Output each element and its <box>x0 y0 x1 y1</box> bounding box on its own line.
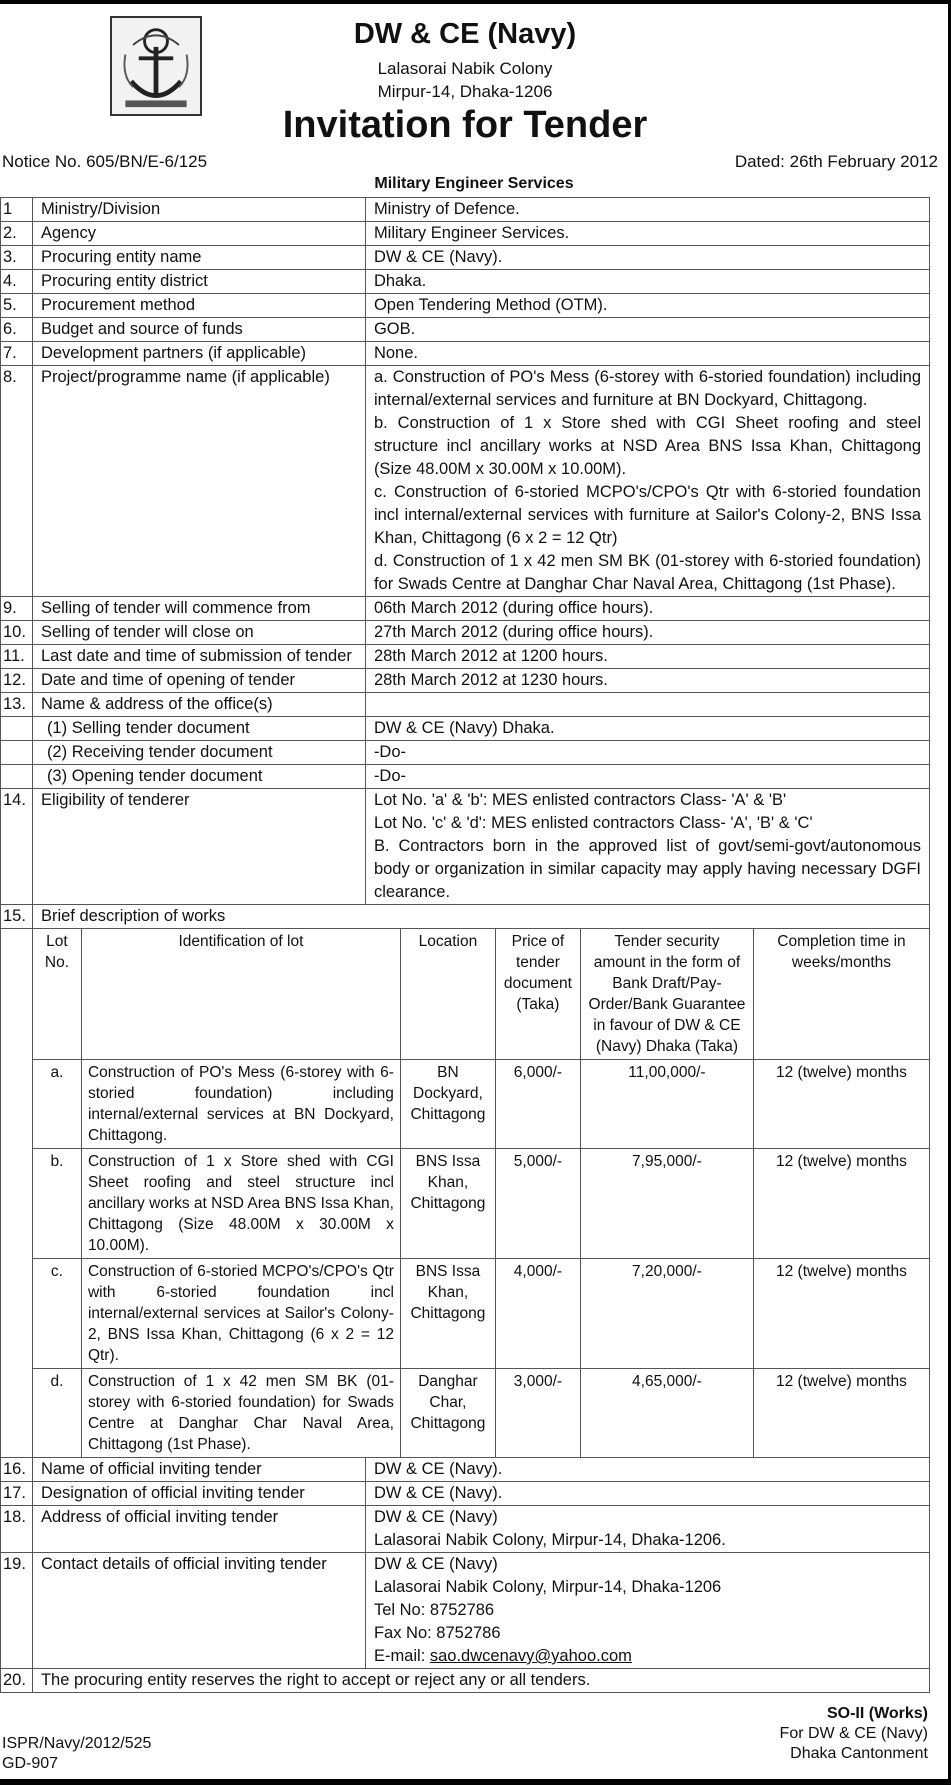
table-row <box>1 342 930 366</box>
anchor-icon <box>112 18 200 114</box>
column-header: Lot No. <box>33 929 82 1060</box>
row-label: Ministry/Division <box>32 198 365 222</box>
page-title: Invitation for Tender <box>282 104 648 146</box>
project-item: a. Construction of PO's Mess (6-storey with 6-storied foundation) including internal/external services and furniture at BN Dockyard, Chittagong. <box>373 368 921 409</box>
row-label: (2) Receiving tender document <box>32 741 365 765</box>
row-label: (1) Selling tender document <box>32 717 365 741</box>
table-row <box>1 669 930 693</box>
row-label: Procuring entity district <box>32 270 365 294</box>
eligibility-line: Lot No. 'c' & 'd': MES enlisted contractors Class- 'A', 'B' & 'C' <box>373 814 813 832</box>
project-item: c. Construction of 6-storied MCPO's/CPO's Qtr with 6-storied foundation incl internal/external services with furniture at Sailor's Colony-2, BNS Issa Khan, Chittagong (6 x 2 = 12 Qtr) <box>373 483 921 547</box>
row-value: Open Tendering Method (OTM). <box>365 294 929 318</box>
row-value <box>365 789 929 905</box>
table-row <box>1 294 930 318</box>
row-value: None. <box>365 342 929 366</box>
row-label: Designation of official inviting tender <box>32 1482 365 1506</box>
row-value: Military Engineer Services. <box>365 222 929 246</box>
lot-completion: 12 (twelve) months <box>753 1149 929 1259</box>
table-row <box>1 246 930 270</box>
row-label: Procuring entity name <box>32 246 365 270</box>
section-subtitle: Military Engineer Services <box>374 175 574 192</box>
lot-security: 11,00,000/- <box>580 1060 753 1149</box>
lot-price: 6,000/- <box>495 1060 580 1149</box>
address-line: DW & CE (Navy) <box>373 1508 498 1526</box>
table-row <box>1 318 930 342</box>
table-row <box>33 1369 929 1458</box>
row-number: 11. <box>1 645 33 669</box>
row-number: 12. <box>1 669 33 693</box>
column-header: Identification of lot <box>81 929 400 1060</box>
project-item: d. Construction of 1 x 42 men SM BK (01-storey with 6-storied foundation) for Swads Centre at Danghar Char Naval Area, Chittagong (1st Phase). <box>373 552 921 593</box>
signature-block <box>780 1704 928 1764</box>
lot-price: 4,000/- <box>495 1259 580 1369</box>
signatory-location: Dhaka Cantonment <box>790 1745 928 1762</box>
lot-location: Danghar Char, Chittagong <box>400 1369 495 1458</box>
lot-completion: 12 (twelve) months <box>753 1060 929 1149</box>
row-value: -Do- <box>365 765 929 789</box>
row-value: DW & CE (Navy). <box>365 1482 929 1506</box>
row-value: DW & CE (Navy). <box>365 246 929 270</box>
column-header: Tender security amount in the form of Bank Draft/Pay-Order/Bank Guarantee in favour of DW & CE (Navy) Dhaka (Taka) <box>580 929 753 1060</box>
lot-location: BNS Issa Khan, Chittagong <box>400 1149 495 1259</box>
table-row <box>1 621 930 645</box>
row-value: The procuring entity reserves the right to accept or reject any or all tenders. <box>32 1669 929 1693</box>
row-number: 9. <box>1 597 33 621</box>
row-label: Project/programme name (if applicable) <box>32 366 365 597</box>
row-value: Dhaka. <box>365 270 929 294</box>
row-value: 27th March 2012 (during office hours). <box>365 621 929 645</box>
row-number: 18. <box>1 1506 33 1553</box>
lot-security: 4,65,000/- <box>580 1369 753 1458</box>
notice-date: Dated: 26th February 2012 <box>734 152 938 171</box>
contact-line: Lalasorai Nabik Colony, Mirpur-14, Dhaka-1206 <box>373 1578 722 1596</box>
row-value <box>365 1506 929 1553</box>
table-row <box>1 717 930 741</box>
lot-number: b. <box>33 1149 82 1259</box>
table-row <box>1 1506 930 1553</box>
footer-references <box>2 1734 151 1774</box>
column-header: Completion time in weeks/months <box>753 929 929 1060</box>
lot-location: BNS Issa Khan, Chittagong <box>400 1259 495 1369</box>
row-label: Development partners (if applicable) <box>32 342 365 366</box>
row-label: Address of official inviting tender <box>32 1506 365 1553</box>
row-value: 06th March 2012 (during office hours). <box>365 597 929 621</box>
notice-row <box>2 152 938 172</box>
row-number: 14. <box>1 789 33 905</box>
address-line: Lalasorai Nabik Colony, Mirpur-14, Dhaka-1206. <box>373 1531 726 1549</box>
contact-phone: Tel No: 8752786 <box>373 1601 495 1619</box>
row-label: (3) Opening tender document <box>32 765 365 789</box>
row-label: Name of official inviting tender <box>32 1458 365 1482</box>
row-number: 4. <box>1 270 33 294</box>
row-label: Selling of tender will close on <box>32 621 365 645</box>
notice-header <box>0 4 948 146</box>
row-number: 17. <box>1 1482 33 1506</box>
column-header: Location <box>400 929 495 1060</box>
table-row <box>1 645 930 669</box>
works-title-row <box>1 905 930 929</box>
row-label: Contact details of official inviting tender <box>32 1553 365 1669</box>
lot-completion: 12 (twelve) months <box>753 1369 929 1458</box>
contact-row <box>1 1553 930 1669</box>
project-row <box>1 366 930 597</box>
row-value: -Do- <box>365 741 929 765</box>
row-value: GOB. <box>365 318 929 342</box>
table-row <box>1 198 930 222</box>
address-line-2: Mirpur-14, Dhaka-1206 <box>377 82 553 101</box>
lot-number: d. <box>33 1369 82 1458</box>
row-number: 2. <box>1 222 33 246</box>
row-value <box>365 693 929 717</box>
row-label: Selling of tender will commence from <box>32 597 365 621</box>
lot-security: 7,20,000/- <box>580 1259 753 1369</box>
contact-fax: Fax No: 8752786 <box>373 1624 501 1642</box>
row-number: 5. <box>1 294 33 318</box>
address-line-1: Lalasorai Nabik Colony <box>377 59 553 78</box>
lot-price: 5,000/- <box>495 1149 580 1259</box>
eligibility-line: B. Contractors born in the approved list of govt/semi-govt/autonomous body or organization in similar capacity may apply having necessary DGFI clearance. <box>373 837 921 901</box>
row-value: DW & CE (Navy). <box>365 1458 929 1482</box>
email-label: E-mail: <box>373 1647 430 1665</box>
row-number: 8. <box>1 366 33 597</box>
organization-name: DW & CE (Navy) <box>353 18 577 50</box>
lot-security: 7,95,000/- <box>580 1149 753 1259</box>
table-row <box>1 1458 930 1482</box>
table-row <box>1 597 930 621</box>
lot-location: BN Dockyard, Chittagong <box>400 1060 495 1149</box>
row-label: Date and time of opening of tender <box>32 669 365 693</box>
lot-identification: Construction of 6-storied MCPO's/CPO's Qtr with 6-storied foundation incl internal/external services at Sailor's Colony-2, BNS Issa Khan, Chittagong (6 x 2 = 12 Qtr). <box>81 1259 400 1369</box>
lot-identification: Construction of 1 x Store shed with CGI Sheet roofing and steel structure incl ancillary works at NSD Area BNS Issa Khan, Chittagong (Size 48.00M x 30.00M x 10.00M). <box>81 1149 400 1259</box>
row-label: Brief description of works <box>32 905 929 929</box>
project-item: b. Construction of 1 x Store shed with CGI Sheet roofing and steel structure incl ancillary works at NSD Area BNS Issa Khan, Chittagong (Size 48.00M x 30.00M x 10.00M). <box>373 414 921 478</box>
contact-email-line <box>374 1645 921 1668</box>
row-number: 15. <box>1 905 33 929</box>
row-value: DW & CE (Navy) Dhaka. <box>365 717 929 741</box>
row-label: Procurement method <box>32 294 365 318</box>
navy-crest-emblem <box>110 16 202 116</box>
tender-details-table <box>0 197 930 1693</box>
row-number: 20. <box>1 1669 33 1693</box>
lot-number: c. <box>33 1259 82 1369</box>
works-header-row <box>33 929 929 1060</box>
row-value: Ministry of Defence. <box>365 198 929 222</box>
row-number: 19. <box>1 1553 33 1669</box>
offices-row <box>1 693 930 717</box>
eligibility-row <box>1 789 930 905</box>
row-value: 28th March 2012 at 1200 hours. <box>365 645 929 669</box>
contact-line: DW & CE (Navy) <box>373 1555 498 1573</box>
row-value: 28th March 2012 at 1230 hours. <box>365 669 929 693</box>
lot-completion: 12 (twelve) months <box>753 1259 929 1369</box>
table-row <box>1 1669 930 1693</box>
lot-identification: Construction of PO's Mess (6-storey with 6-storied foundation) including internal/external services at BN Dockyard, Chittagong. <box>81 1060 400 1149</box>
lot-number: a. <box>33 1060 82 1149</box>
column-header: Price of tender document (Taka) <box>495 929 580 1060</box>
row-label: Budget and source of funds <box>32 318 365 342</box>
lot-price: 3,000/- <box>495 1369 580 1458</box>
row-number: 1 <box>1 198 33 222</box>
row-number: 10. <box>1 621 33 645</box>
table-row <box>1 765 930 789</box>
row-number: 13. <box>1 693 33 717</box>
lot-identification: Construction of 1 x 42 men SM BK (01-storey with 6-storied foundation) for Swads Centre at Danghar Char Naval Area, Chittagong (1st Phase). <box>81 1369 400 1458</box>
row-value <box>365 1553 929 1669</box>
table-row <box>33 1060 929 1149</box>
row-number: 3. <box>1 246 33 270</box>
table-row <box>1 741 930 765</box>
table-row <box>1 222 930 246</box>
works-table-row <box>1 929 930 1458</box>
ispr-reference: ISPR/Navy/2012/525 <box>2 1735 152 1752</box>
row-label: Last date and time of submission of tender <box>32 645 365 669</box>
row-label: Agency <box>32 222 365 246</box>
notice-number: Notice No. 605/BN/E-6/125 <box>2 152 208 171</box>
works-table <box>33 929 929 1457</box>
row-number: 7. <box>1 342 33 366</box>
row-number: 16. <box>1 1458 33 1482</box>
eligibility-line: Lot No. 'a' & 'b': MES enlisted contractors Class- 'A' & 'B' <box>373 791 787 809</box>
table-row <box>33 1149 929 1259</box>
email-link[interactable]: sao.dwcenavy@yahoo.com <box>429 1647 632 1665</box>
row-number: 6. <box>1 318 33 342</box>
signatory-org: For DW & CE (Navy) <box>779 1725 928 1742</box>
table-row <box>1 270 930 294</box>
table-row <box>33 1259 929 1369</box>
row-label: Eligibility of tenderer <box>32 789 365 905</box>
signatory-title: SO-II (Works) <box>826 1705 928 1722</box>
table-row <box>1 1482 930 1506</box>
project-list <box>365 366 929 597</box>
row-label: Name & address of the office(s) <box>32 693 365 717</box>
gd-reference: GD-907 <box>2 1755 59 1772</box>
